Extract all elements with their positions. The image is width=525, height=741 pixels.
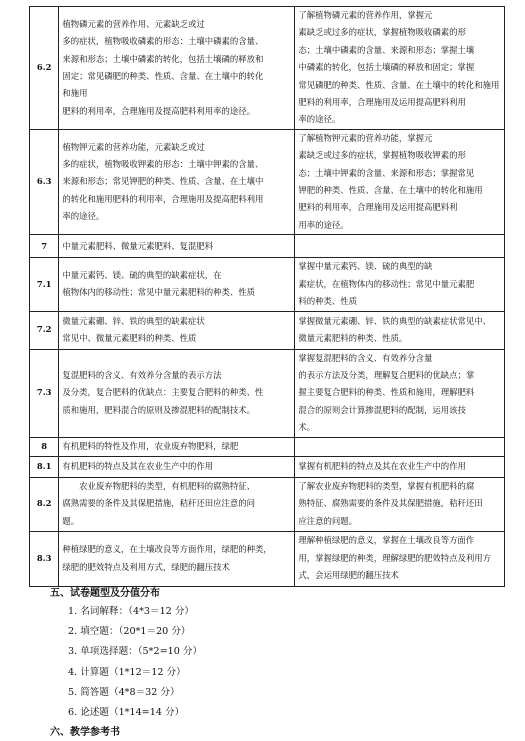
row-number: 8.3 — [30, 531, 59, 586]
content-cell: 复混肥料的含义、有效养分含量的表示方法 及分类，复合肥料的优缺点：主要复合肥料的种类、性 质和施用，肥料混合的原则及掺混肥料的配制技术。 — [59, 349, 295, 437]
exam-item: 3. 单项选择题：（5*2=10 分） — [68, 646, 203, 657]
table-row — [30, 477, 505, 531]
row-number: 8.2 — [30, 477, 59, 531]
requirement-cell: 了解植物钾元素的营养功能，掌握元 素缺乏或过多的症状，掌握植物吸收钾素的形 态；土壤中钾素的含量、来源和形态；掌握常见 钾肥的种类、性质、含量、在土壤中的转化和施用 肥料的利用率，合理施用及运用提高肥料利 用率的途径。 — [295, 129, 505, 234]
exam-item: 4. 计算题（1*12＝12 分） — [68, 667, 186, 678]
row-number: 7.3 — [30, 349, 59, 437]
requirement-cell: 理解种植绿肥的意义，掌握在土壤改良等方面作 用，掌握绿肥的种类，理解绿肥的肥效特点及利用方 式，会运用绿肥的翻压技术 — [295, 531, 505, 586]
requirement-cell: 了解农业废弃物肥料的类型，掌握有机肥料的腐 熟特征、腐熟需要的条件及其保肥措施，秸秆还田 应注意的问题。 — [295, 477, 505, 531]
requirement-cell — [295, 235, 505, 258]
exam-item: 6. 论述题（1*14=14 分） — [68, 707, 185, 718]
row-number: 8.1 — [30, 456, 59, 477]
content-cell: 植物钾元素的营养功能，元素缺乏或过 多的症状，植物吸收钾素的形态：土壤中钾素的含量、 来源和形态；常见钾肥的种类、性质、含量、在土壤中 的转化和施用肥料的利用率，合理施用及提高肥料利用 率的途径。 — [59, 129, 295, 234]
requirement-cell: 掌握有机肥料的特点及其在农业生产中的作用 — [295, 456, 505, 477]
section-heading: 六、教学参考书 — [50, 727, 120, 738]
row-number: 6.3 — [30, 129, 59, 234]
table-row — [30, 456, 505, 477]
content-cell: 有机肥料的特点及其在农业生产中的作用 — [59, 456, 295, 477]
requirement-cell: 掌握复混肥料的含义、有效养分含量 的表示方法及分类，理解复合肥料的优缺点；掌 握主要复合肥料的种类、性质和施用，理解肥料 混合的原则会计算掺混肥料的配制，运用该技 术。 — [295, 349, 505, 437]
content-cell: 微量元素硼、锌、铁的典型的缺素症状 常见中、微量元素肥料的种类、性质 — [59, 311, 295, 349]
content-cell: 种植绿肥的意义，在土壤改良等方面作用，绿肥的种类， 绿肥的肥效特点及利用方式，绿肥的翻压技术 — [59, 531, 295, 586]
content-cell: 中量元素钙、镁、硫的典型的缺素症状，在 植物体内的移动性；常见中量元素肥料的种类、性质 — [59, 258, 295, 311]
requirement-cell: 掌握中量元素钙、镁、硫的典型的缺 素症状，在植物体内的移动性；常见中量元素肥 料的种类、性质 — [295, 258, 505, 311]
content-cell: 有机肥料的特性及作用，农业废弃物肥料，绿肥 — [59, 437, 295, 456]
requirement-cell: 了解植物磷元素的营养作用，掌握元 素缺乏或过多的症状，掌握植物吸收磷素的形 态；土壤中磷素的含量、来源和形态；掌握土壤 中磷素的转化，包括土壤磷的释放和固定；掌握 常见磷肥的种类、性质、含量、在土壤中的转化和施用 肥料的利用率，合理施用及运用提高肥料利用 率的途径。 — [295, 7, 505, 130]
exam-item: 1. 名词解释：（4*3＝12 分） — [68, 606, 195, 617]
content-cell: 农业废弃物肥料的类型，有机肥料的腐熟特征、 腐熟需要的条件及其保肥措施，秸秆还田应注意的问 题。 — [59, 477, 295, 531]
requirement-cell — [295, 437, 505, 456]
content-cell: 植物磷元素的营养作用、元素缺乏或过 多的症状，植物吸收磷素的形态：土壤中磷素的含量、 来源和形态；土壤中磷素的转化，包括土壤磷的释放和 固定；常见磷肥的种类、性质、含量、在土壤中的转化 和施用 肥料的利用率，合理施用及提高肥料利用率的途径。 — [59, 7, 295, 130]
syllabus-table — [29, 6, 505, 587]
table-row — [30, 437, 505, 456]
table-row — [30, 258, 505, 311]
row-number: 7 — [30, 235, 59, 258]
row-number: 8 — [30, 437, 59, 456]
row-number: 7.1 — [30, 258, 59, 311]
exam-item: 2. 填空题：（20*1＝20 分） — [68, 626, 191, 637]
table-row — [30, 129, 505, 234]
row-number: 7.2 — [30, 311, 59, 349]
row-number: 6.2 — [30, 7, 59, 130]
table-row — [30, 531, 505, 586]
content-cell: 中量元素肥料、微量元素肥料、复混肥料 — [59, 235, 295, 258]
exam-item: 5. 简答题（4*8＝32 分） — [68, 687, 180, 698]
table-row — [30, 349, 505, 437]
requirement-cell: 掌握微量元素硼、锌、铁的典型的缺素症状常见中、 微量元素肥料的种类、性质。 — [295, 311, 505, 349]
table-row — [30, 235, 505, 258]
section-heading: 五、试卷题型及分值分布 — [50, 588, 160, 599]
table-row — [30, 311, 505, 349]
table-row — [30, 7, 505, 130]
